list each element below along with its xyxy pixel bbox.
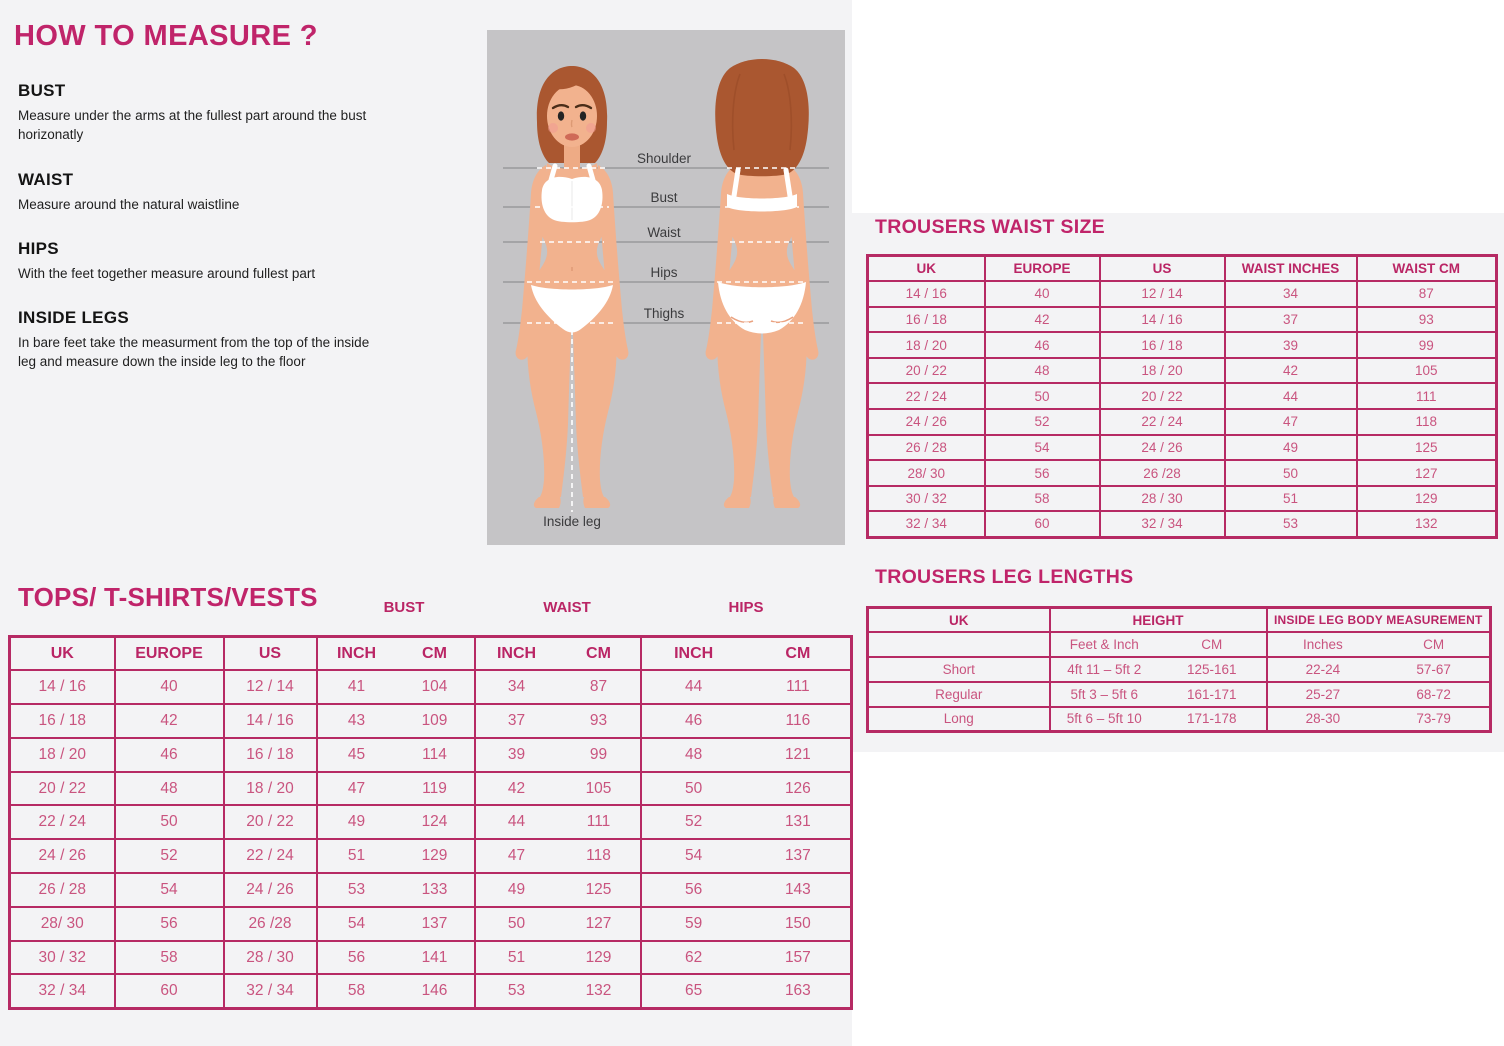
column-header: HEIGHT [1050, 608, 1267, 633]
diagram-label-waist: Waist [647, 225, 681, 240]
table-cell: 34 [1225, 281, 1357, 307]
table-cell-value: 150 [784, 914, 811, 932]
back-figure [706, 59, 819, 508]
measure-text-hips: With the feet together measure around fullest part [18, 265, 316, 281]
measure-heading-inside-legs: INSIDE LEGS [18, 308, 129, 328]
trousers-leg-lengths-title: TROUSERS LEG LENGTHS [875, 566, 1134, 588]
column-header: EUROPE [985, 256, 1100, 282]
table-cell-value: 4ft 11 – 5ft 2 [1067, 661, 1142, 677]
sub-column-header: CM [422, 644, 447, 662]
measure-text-waist: Measure around the natural waistline [18, 196, 240, 212]
table-cell: 93 [1357, 307, 1497, 333]
table-row [10, 941, 852, 975]
table-cell-value: 133 [421, 880, 448, 898]
body-measurement-illustration [487, 30, 845, 545]
table-cell: 49 [1225, 435, 1357, 461]
group-header-hips: HIPS [728, 599, 764, 616]
table-cell-value: 49 [347, 813, 366, 831]
table-cell: 16 / 18 [224, 738, 317, 772]
table-cell: 127 [1357, 460, 1497, 486]
table-cell: 132 [1357, 511, 1497, 537]
table-cell-value: 157 [784, 948, 811, 966]
measure-heading-waist: WAIST [18, 169, 74, 189]
table-cell: 32 / 34 [1100, 511, 1225, 537]
table-cell-value: 57-67 [1416, 661, 1451, 677]
diagram-label-bust: Bust [650, 190, 678, 205]
table-row [868, 511, 1497, 537]
table-cell: 18 / 20 [10, 738, 115, 772]
table-cell: 118 [1357, 409, 1497, 435]
column-header [317, 637, 475, 671]
table-row [868, 307, 1497, 333]
table-cell: 28/ 30 [10, 907, 115, 941]
table-cell-value: 68-72 [1416, 686, 1451, 702]
table-cell-value: 45 [347, 745, 366, 763]
table-cell-value: 125-161 [1186, 661, 1237, 677]
tops-title: TOPS/ T-SHIRTS/VESTS [18, 582, 318, 612]
table-cell-value: 131 [784, 813, 811, 831]
table-cell-value: 44 [685, 678, 703, 696]
group-header-waist: WAIST [543, 599, 591, 616]
table-row [10, 772, 852, 806]
column-header: UK [868, 256, 985, 282]
table-cell: 14 / 16 [1100, 307, 1225, 333]
table-cell-value: 53 [347, 880, 366, 898]
table-cell: 52 [115, 839, 224, 873]
table-cell [1267, 657, 1491, 682]
table-cell-value: 109 [421, 711, 448, 729]
table-cell [641, 839, 852, 873]
table-row [10, 907, 852, 941]
table-cell: 24 / 26 [10, 839, 115, 873]
table-cell [317, 839, 475, 873]
sub-column-header: CM [586, 644, 611, 662]
table-cell: 44 [1225, 383, 1357, 409]
table-cell: 46 [985, 332, 1100, 358]
table-header-row [10, 637, 852, 671]
table-cell-value: 62 [685, 948, 703, 966]
table-cell-value: 49 [507, 880, 526, 898]
table-cell: 18 / 20 [868, 332, 985, 358]
table-cell: 22 / 24 [224, 839, 317, 873]
column-header: INSIDE LEG BODY MEASUREMENT [1267, 608, 1491, 633]
table-cell-value: 5ft 3 – 5ft 6 [1070, 686, 1139, 702]
diagram-label-inside-leg: Inside leg [543, 514, 601, 529]
table-cell: 42 [115, 704, 224, 738]
table-cell: 26 / 28 [10, 873, 115, 907]
table-row [10, 738, 852, 772]
table-cell: 28 / 30 [1100, 486, 1225, 512]
table-row [868, 707, 1491, 732]
table-cell [475, 907, 641, 941]
table-cell: 50 [985, 383, 1100, 409]
table-cell: 52 [985, 409, 1100, 435]
table-cell: 40 [115, 670, 224, 704]
table-cell-value: 121 [784, 745, 811, 763]
table-cell-value: 104 [421, 678, 448, 696]
table-cell [317, 670, 475, 704]
sub-column-header: INCH [336, 644, 377, 662]
table-cell-value: 105 [585, 779, 612, 797]
table-cell-value: 125 [585, 880, 612, 898]
table-cell [317, 873, 475, 907]
table-cell: Short [868, 657, 1050, 682]
table-row [868, 409, 1497, 435]
table-cell: 129 [1357, 486, 1497, 512]
table-cell [1267, 632, 1491, 657]
table-cell [641, 772, 852, 806]
table-cell: 39 [1225, 332, 1357, 358]
trousers-waist-size-title: TROUSERS WAIST SIZE [875, 216, 1105, 238]
table-cell [641, 907, 852, 941]
table-cell [641, 873, 852, 907]
table-row [10, 805, 852, 839]
table-cell-value: 51 [507, 948, 526, 966]
table-cell: 18 / 20 [1100, 358, 1225, 384]
table-cell [475, 941, 641, 975]
table-cell-value: 124 [421, 813, 448, 831]
sub-column-header: CM [1423, 637, 1445, 653]
table-row [10, 670, 852, 704]
trousers-waist-size-section [866, 216, 1497, 539]
table-cell [317, 974, 475, 1008]
table-cell-value: 39 [507, 745, 526, 763]
table-cell: 60 [115, 974, 224, 1008]
table-cell: 32 / 34 [10, 974, 115, 1008]
table-cell [1267, 682, 1491, 707]
table-row [10, 839, 852, 873]
table-row [868, 435, 1497, 461]
table-cell: 40 [985, 281, 1100, 307]
table-cell-value: 51 [347, 847, 366, 865]
table-cell: 24 / 26 [224, 873, 317, 907]
table-cell: 30 / 32 [868, 486, 985, 512]
table-cell [641, 974, 852, 1008]
table-cell-value: 44 [507, 813, 526, 831]
table-cell [317, 941, 475, 975]
table-cell [1050, 682, 1267, 707]
measure-heading-hips: HIPS [18, 238, 59, 258]
table-cell-value: 137 [784, 847, 811, 865]
table-cell-value: 58 [347, 982, 366, 1000]
table-cell: 20 / 22 [868, 358, 985, 384]
table-cell: 32 / 34 [224, 974, 317, 1008]
table-cell-value: 126 [784, 779, 811, 797]
table-cell: 60 [985, 511, 1100, 537]
table-cell: 26 /28 [1100, 460, 1225, 486]
table-cell [475, 738, 641, 772]
table-cell: 42 [985, 307, 1100, 333]
table-cell-value: 127 [585, 914, 612, 932]
table-cell-value: 5ft 6 – 5ft 10 [1066, 711, 1142, 727]
table-cell [475, 704, 641, 738]
measure-text-bust: Measure under the arms at the fullest part around the bust horizonatly [18, 108, 367, 143]
table-cell-value: 50 [685, 779, 703, 797]
table-cell: 42 [1225, 358, 1357, 384]
table-cell: 87 [1357, 281, 1497, 307]
table-cell-value: 99 [589, 745, 608, 763]
table-cell-value: 25-27 [1305, 686, 1341, 702]
table-cell-value: 47 [507, 847, 526, 865]
table-cell-value: 42 [507, 779, 526, 797]
table-cell-value: 137 [421, 914, 448, 932]
table-cell [475, 839, 641, 873]
table-cell-value: 43 [347, 711, 366, 729]
table-cell: 26 / 28 [868, 435, 985, 461]
table-cell-value: 129 [585, 948, 612, 966]
table-cell-value: 73-79 [1416, 711, 1451, 727]
table-header-row [868, 608, 1491, 633]
trousers-leg-lengths-section [866, 566, 1491, 733]
sub-column-header: Feet & Inch [1069, 637, 1139, 653]
trousers-leg-lengths-table [866, 606, 1492, 733]
table-cell [1267, 707, 1491, 732]
table-cell: 125 [1357, 435, 1497, 461]
column-header: UK [10, 637, 115, 671]
table-cell: 48 [985, 358, 1100, 384]
table-cell [317, 805, 475, 839]
table-cell-value: 111 [586, 813, 611, 831]
table-cell [317, 738, 475, 772]
table-cell: 50 [1225, 460, 1357, 486]
table-cell-value: 54 [685, 847, 703, 865]
table-cell [1050, 657, 1267, 682]
table-cell: 20 / 22 [1100, 383, 1225, 409]
table-cell-value: 22-24 [1305, 661, 1341, 677]
table-cell: 54 [985, 435, 1100, 461]
table-cell-value: 132 [585, 982, 612, 1000]
column-header: WAIST CM [1357, 256, 1497, 282]
table-cell: 54 [115, 873, 224, 907]
table-cell: Regular [868, 682, 1050, 707]
diagram-label-shoulder: Shoulder [636, 151, 692, 166]
table-cell [641, 738, 852, 772]
table-cell-value: 141 [421, 948, 448, 966]
table-cell: 12 / 14 [1100, 281, 1225, 307]
table-cell: 48 [115, 772, 224, 806]
table-cell-value: 119 [422, 779, 447, 797]
table-cell-value: 47 [347, 779, 366, 797]
table-cell: 99 [1357, 332, 1497, 358]
sub-column-header: INCH [496, 644, 537, 662]
table-cell: 51 [1225, 486, 1357, 512]
table-cell-value: 28-30 [1305, 711, 1341, 727]
sub-column-header: INCH [674, 644, 714, 662]
table-cell [641, 805, 852, 839]
table-cell-value: 143 [784, 880, 811, 898]
table-cell-value: 114 [422, 745, 447, 763]
column-header: EUROPE [115, 637, 224, 671]
table-cell: 14 / 16 [10, 670, 115, 704]
table-cell-value: 93 [589, 711, 608, 729]
column-header: UK [868, 608, 1050, 633]
page-title: HOW TO MEASURE ? [14, 20, 318, 52]
body-figure-svg [487, 30, 845, 545]
table-cell-value: 56 [685, 880, 703, 898]
table-cell-value: 48 [685, 745, 703, 763]
table-cell-value: 146 [421, 982, 448, 1000]
column-header: WAIST INCHES [1225, 256, 1357, 282]
table-cell: 22 / 24 [10, 805, 115, 839]
table-cell: 22 / 24 [1100, 409, 1225, 435]
table-cell-value: 171-178 [1186, 711, 1237, 727]
table-cell: 14 / 16 [868, 281, 985, 307]
table-cell: 12 / 14 [224, 670, 317, 704]
table-cell: 30 / 32 [10, 941, 115, 975]
table-cell: 16 / 18 [10, 704, 115, 738]
column-header: US [224, 637, 317, 671]
diagram-label-hips: Hips [650, 265, 678, 280]
sub-column-header: CM [1201, 637, 1223, 653]
table-cell: 111 [1357, 383, 1497, 409]
table-cell [475, 670, 641, 704]
table-row [10, 704, 852, 738]
table-row [10, 873, 852, 907]
table-cell-value: 56 [347, 948, 366, 966]
table-cell-value: 163 [784, 982, 811, 1000]
measure-text-inside-legs: In bare feet take the measurment from the top of the inside leg and measure down the inside leg to the floor [18, 335, 370, 370]
table-cell: Long [868, 707, 1050, 732]
table-cell: 47 [1225, 409, 1357, 435]
table-row [868, 332, 1497, 358]
table-cell: 18 / 20 [224, 772, 317, 806]
column-header: US [1100, 256, 1225, 282]
table-cell [641, 670, 852, 704]
table-cell: 37 [1225, 307, 1357, 333]
table-cell: 56 [115, 907, 224, 941]
table-cell [317, 772, 475, 806]
tops-tshirts-vests-section [8, 582, 850, 1046]
table-cell: 28/ 30 [868, 460, 985, 486]
table-cell-value: 118 [586, 847, 611, 865]
table-cell: 46 [115, 738, 224, 772]
table-row [868, 657, 1491, 682]
table-row [868, 358, 1497, 384]
table-row [868, 460, 1497, 486]
table-cell [868, 632, 1050, 657]
table-cell: 20 / 22 [224, 805, 317, 839]
table-header-row [868, 256, 1497, 282]
table-cell [475, 772, 641, 806]
table-cell [317, 907, 475, 941]
table-cell [475, 805, 641, 839]
table-cell: 56 [985, 460, 1100, 486]
table-cell: 24 / 26 [868, 409, 985, 435]
table-row [868, 682, 1491, 707]
table-cell-value: 41 [347, 678, 366, 696]
table-cell: 105 [1357, 358, 1497, 384]
table-cell [475, 974, 641, 1008]
table-cell-value: 129 [421, 847, 448, 865]
table-cell [641, 941, 852, 975]
table-cell: 58 [985, 486, 1100, 512]
table-cell-value: 53 [507, 982, 526, 1000]
table-cell: 16 / 18 [868, 307, 985, 333]
table-cell-value: 46 [685, 711, 703, 729]
table-row [868, 383, 1497, 409]
table-cell-value: 65 [685, 982, 703, 1000]
table-cell [1050, 632, 1267, 657]
table-row [868, 486, 1497, 512]
column-header [641, 637, 852, 671]
measure-heading-bust: BUST [18, 81, 66, 100]
how-to-measure-section [14, 20, 370, 372]
table-cell: 53 [1225, 511, 1357, 537]
table-cell: 26 /28 [224, 907, 317, 941]
table-cell: 22 / 24 [868, 383, 985, 409]
table-cell-value: 52 [685, 813, 703, 831]
table-subheader-row [868, 632, 1491, 657]
table-cell-value: 59 [685, 914, 703, 932]
table-cell [317, 704, 475, 738]
table-cell-value: 54 [347, 914, 366, 932]
table-cell-value: 116 [785, 711, 811, 729]
bottom-right-white-panel [852, 752, 1504, 1046]
table-cell-value: 37 [507, 711, 526, 729]
table-cell-value: 161-171 [1186, 686, 1237, 702]
table-cell-value: 111 [786, 678, 810, 696]
diagram-label-thighs: Thighs [643, 306, 685, 321]
table-cell: 24 / 26 [1100, 435, 1225, 461]
sub-column-header: Inches [1302, 637, 1343, 653]
table-cell: 58 [115, 941, 224, 975]
table-cell-value: 50 [507, 914, 526, 932]
table-cell: 50 [115, 805, 224, 839]
table-cell-value: 34 [507, 678, 526, 696]
group-header-bust: BUST [383, 599, 425, 616]
column-header [475, 637, 641, 671]
table-cell [475, 873, 641, 907]
table-row [10, 974, 852, 1008]
table-cell: 14 / 16 [224, 704, 317, 738]
table-cell: 20 / 22 [10, 772, 115, 806]
top-right-white-panel [852, 0, 1504, 213]
table-cell: 16 / 18 [1100, 332, 1225, 358]
sub-column-header: CM [785, 644, 811, 662]
table-cell-value: 87 [589, 678, 608, 696]
table-cell: 32 / 34 [868, 511, 985, 537]
table-cell [1050, 707, 1267, 732]
table-row [868, 281, 1497, 307]
trousers-waist-size-table [866, 254, 1498, 539]
tops-size-table [8, 635, 853, 1010]
table-cell: 28 / 30 [224, 941, 317, 975]
table-cell [641, 704, 852, 738]
